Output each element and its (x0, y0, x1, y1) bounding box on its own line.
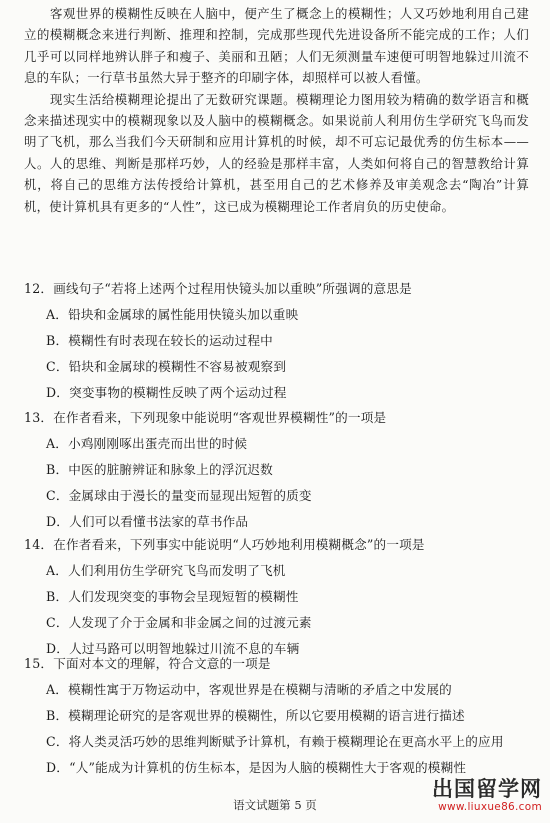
option-a: A．人们利用仿生学研究飞鸟而发明了飞机 (46, 563, 286, 578)
passage-paragraph-1: 客观世界的模糊性反映在人脑中，便产生了概念上的模糊性；人又巧妙地利用自己建立的模糊概念来进行判断、推理和控制，完成那些现代先进设备所不能完成的工作；人们几乎可以同样地辨认胖子和瘦子、美丽和丑陋；人们无须测量车速便可明智地躲过川流不息的车队；一行草书虽然大异于整齐的印刷字体，却照样可以被人看懂。 (24, 6, 529, 86)
question-stem: 14．在作者看来，下列事实中能说明“人巧妙地利用模糊概念”的一项是 (24, 537, 425, 552)
question-14 (24, 532, 529, 662)
question-stem: 15．下面对本文的理解，符合文意的一项是 (24, 656, 271, 671)
option-d: D．人过马路可以明智地躲过川流不息的车辆 (46, 641, 300, 656)
option-c: C．金属球由于漫长的量变而显现出短暂的质变 (46, 488, 312, 503)
watermark-site-name: 出国留学网 (432, 777, 542, 801)
option-d: D．突变事物的模糊性反映了两个运动过程 (46, 385, 287, 400)
watermark-url: www.liuxue86.com (438, 801, 542, 813)
reading-passage (24, 3, 529, 217)
question-13 (24, 405, 529, 535)
option-c: C．人发现了介于金属和非金属之间的过渡元素 (46, 615, 312, 630)
option-c: C．铅块和金属球的模糊性不容易被观察到 (46, 359, 287, 374)
option-d: D．“人”能成为计算机的仿生标本，是因为人脑的模糊性大于客观的模糊性 (46, 760, 467, 775)
passage-paragraph-2: 现实生活给模糊理论提出了无数研究课题。模糊理论力图用较为精确的数学语言和概念来描述现实中的模糊现象以及人脑中的模糊概念。如果说前人利用仿生学研究飞鸟而发明了飞机，那么当我们今天研制和应用计算机的时候，却不可忘记最优秀的仿生标本——人。人的思维、判断是那样巧妙，人的经验是那样丰富，人类如何将自己的智慧教给计算机，将自己的思维方法传授给计算机，甚至用自己的艺术修养及审美观念去“陶冶”计算机，使计算机具有更多的“人性”，这已成为模糊理论工作者肩负的历史使命。 (24, 91, 529, 214)
question-12 (24, 276, 529, 406)
question-stem: 13．在作者看来，下列现象中能说明“客观世界模糊性”的一项是 (24, 410, 387, 425)
page-number: 语文试题第 5 页 (233, 798, 317, 812)
question-stem: 12．画线句子“若将上述两个过程用快镜头加以重映”所强调的意思是 (24, 281, 412, 296)
option-b: B．人们发现突变的事物会呈现短暂的模糊性 (46, 589, 299, 604)
option-a: A．模糊性寓于万物运动中，客观世界是在模糊与清晰的矛盾之中发展的 (46, 682, 452, 697)
option-d: D．人们可以看懂书法家的草书作品 (46, 514, 249, 529)
question-15 (24, 651, 529, 781)
option-a: A．小鸡刚刚啄出蛋壳而出世的时候 (46, 436, 248, 451)
option-a: A．铅块和金属球的属性能用快镜头加以重映 (46, 307, 299, 322)
site-watermark (412, 777, 542, 817)
option-b: B．模糊理论研究的是客观世界的模糊性，所以它要用模糊的语言进行描述 (46, 708, 465, 723)
option-b: B．中医的脏腑辨证和脉象上的浮沉迟数 (46, 462, 273, 477)
option-c: C．将人类灵活巧妙的思维判断赋予计算机，有赖于模糊理论在更高水平上的应用 (46, 734, 504, 749)
option-b: B．模糊性有时表现在较长的运动过程中 (46, 333, 273, 348)
